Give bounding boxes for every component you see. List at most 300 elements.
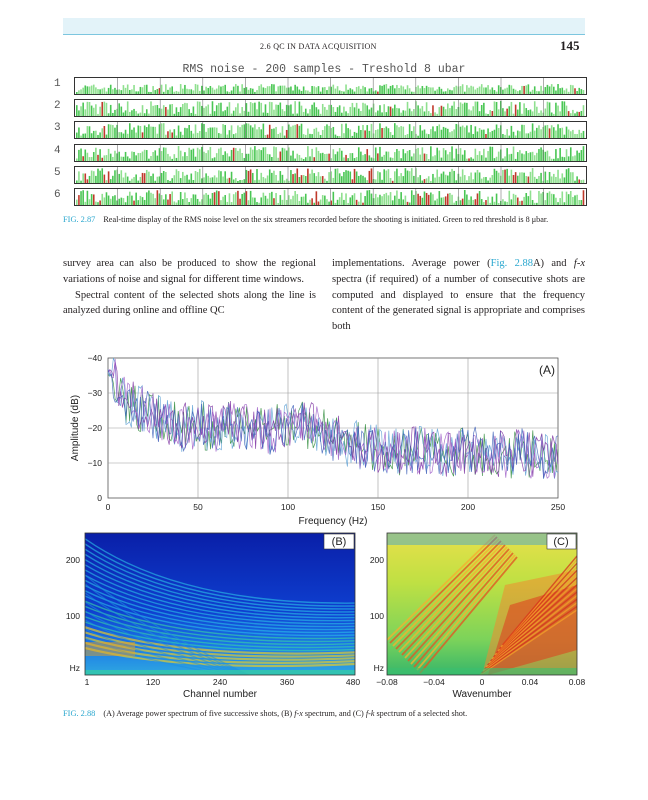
noise-bar (513, 175, 515, 183)
noise-bar (78, 128, 80, 139)
x-tick-label: 150 (370, 502, 386, 512)
noise-bar (205, 132, 207, 138)
noise-bar (114, 128, 116, 138)
noise-bar (241, 84, 243, 94)
noise-bar (316, 128, 318, 138)
noise-bar (506, 88, 508, 94)
noise-bar (343, 107, 345, 116)
noise-bar (515, 158, 517, 160)
noise-bar (534, 101, 536, 116)
noise-bar (263, 124, 265, 138)
noise-bar (210, 114, 212, 116)
noise-bar (322, 104, 324, 116)
noise-bar (371, 168, 373, 183)
noise-bar (413, 176, 415, 183)
noise-bar (578, 200, 580, 205)
figure-2-88-label: FIG. 2.88 (63, 709, 96, 718)
noise-bar (303, 86, 305, 94)
noise-bar (470, 172, 472, 182)
noise-bar (167, 90, 169, 94)
noise-bar (93, 85, 95, 94)
noise-bar (180, 84, 182, 94)
noise-bar (413, 195, 415, 205)
noise-bar (163, 92, 165, 94)
noise-bar (530, 152, 532, 161)
noise-bar (142, 173, 144, 183)
noise-bar (411, 156, 413, 161)
noise-bar (131, 130, 133, 138)
noise-bar (112, 113, 114, 116)
noise-bar (133, 152, 135, 161)
noise-bar (133, 177, 135, 183)
noise-bar (487, 114, 489, 116)
noise-bar (171, 158, 173, 160)
noise-bar (402, 110, 404, 116)
noise-bar (140, 87, 142, 94)
noise-bar (237, 191, 239, 205)
noise-bar (135, 174, 137, 183)
noise-bar (267, 86, 269, 94)
noise-bar (178, 146, 180, 161)
noise-bar (483, 148, 485, 160)
noise-bar (246, 87, 248, 94)
noise-bar (114, 110, 116, 116)
noise-bar (551, 126, 553, 139)
noise-bar (428, 159, 430, 161)
noise-bar (246, 170, 248, 183)
noise-bar (333, 178, 335, 183)
noise-bar (318, 201, 320, 205)
noise-bar (364, 196, 366, 205)
noise-bar (428, 87, 430, 94)
noise-bar (229, 92, 231, 94)
noise-bar (282, 86, 284, 94)
noise-bar (534, 177, 536, 183)
noise-bar (481, 130, 483, 138)
noise-bar (583, 131, 585, 138)
noise-bar (453, 130, 455, 139)
x-tick-label: 0.04 (521, 677, 539, 687)
noise-bar (326, 153, 328, 160)
noise-bar (320, 199, 322, 204)
noise-bar (394, 171, 396, 183)
noise-bar (521, 172, 523, 183)
noise-bar (258, 127, 260, 138)
noise-bar (383, 104, 385, 116)
noise-bar (176, 107, 178, 116)
noise-bar (320, 114, 322, 116)
noise-bar (296, 87, 298, 94)
noise-bar (184, 152, 186, 161)
noise-bar (453, 203, 455, 205)
noise-bar (419, 88, 421, 94)
noise-bar (95, 87, 97, 94)
noise-bar (485, 177, 487, 183)
noise-bar (129, 181, 131, 183)
noise-bar (237, 150, 239, 160)
noise-bar (273, 84, 275, 94)
noise-bar (436, 89, 438, 94)
noise-bar (169, 105, 171, 117)
noise-bar (216, 190, 218, 204)
noise-bar (506, 109, 508, 116)
fk-spectrum-chart (360, 530, 585, 700)
noise-bar (460, 176, 462, 182)
noise-bar (84, 110, 86, 117)
noise-bar (443, 171, 445, 182)
noise-bar (430, 113, 432, 116)
noise-bar (197, 172, 199, 183)
noise-bar (439, 87, 441, 94)
noise-bar (129, 124, 131, 139)
noise-bar (352, 103, 354, 116)
noise-bar (174, 154, 176, 161)
noise-bar (369, 155, 371, 161)
noise-bar (303, 159, 305, 161)
noise-bar (127, 134, 129, 138)
noise-bar (583, 179, 585, 182)
noise-bar (284, 180, 286, 183)
figure-2-88-link[interactable]: Fig. 2.88 (490, 258, 533, 269)
noise-bar (161, 173, 163, 183)
noise-bar (324, 154, 326, 161)
noise-bar (364, 177, 366, 183)
noise-bar (572, 197, 574, 205)
noise-bar (82, 173, 84, 183)
noise-bar (347, 128, 349, 138)
noise-bar (110, 125, 112, 138)
noise-bar (78, 171, 80, 183)
streamer-number: 3 (54, 122, 61, 135)
streamer-number: 2 (54, 100, 61, 113)
noise-bar (532, 124, 534, 139)
figure-2-87-label: FIG. 2.87 (63, 215, 96, 224)
noise-bar (398, 150, 400, 160)
noise-bar (483, 87, 485, 94)
noise-bar (292, 150, 294, 160)
noise-bar (424, 179, 426, 183)
noise-bar (84, 173, 86, 183)
noise-bar (472, 158, 474, 160)
noise-bar (335, 169, 337, 183)
noise-bar (171, 104, 173, 116)
noise-bar (371, 88, 373, 94)
noise-bar (553, 194, 555, 205)
noise-bar (551, 158, 553, 160)
noise-bar (424, 112, 426, 117)
noise-bar (178, 92, 180, 94)
noise-bar (460, 103, 462, 117)
noise-bar (354, 108, 356, 117)
noise-bar (511, 126, 513, 138)
noise-bar (328, 105, 330, 116)
noise-bar (508, 154, 510, 161)
noise-bar (383, 154, 385, 160)
noise-bar (157, 176, 159, 182)
noise-bar (513, 194, 515, 205)
noise-bar (237, 181, 239, 183)
noise-bar (426, 134, 428, 138)
noise-bar (356, 171, 358, 183)
noise-bar (466, 85, 468, 94)
noise-bar (108, 113, 110, 116)
noise-bar (146, 150, 148, 161)
noise-bar (229, 131, 231, 139)
streamer-number: 4 (54, 144, 61, 157)
noise-bar (432, 156, 434, 161)
noise-bar (407, 150, 409, 160)
noise-bar (97, 168, 99, 182)
noise-bar (358, 147, 360, 161)
noise-bar (517, 175, 519, 182)
noise-bar (466, 194, 468, 204)
noise-bar (492, 131, 494, 138)
noise-bar (258, 86, 260, 94)
noise-bar (78, 111, 80, 117)
noise-bar (150, 176, 152, 183)
text-run-italic: f-x (573, 258, 585, 269)
noise-bar (95, 131, 97, 138)
noise-bar (248, 153, 250, 160)
noise-bar (396, 108, 398, 116)
rms-streamer-row (54, 164, 587, 186)
noise-bar (265, 105, 267, 117)
noise-bar (161, 124, 163, 139)
noise-bar (369, 131, 371, 138)
noise-bar (305, 109, 307, 116)
noise-bar (182, 199, 184, 205)
noise-bar (273, 129, 275, 139)
noise-bar (273, 198, 275, 205)
noise-bar (581, 111, 583, 116)
noise-bar (97, 135, 99, 138)
noise-bar (528, 196, 530, 205)
noise-bar (523, 125, 525, 138)
noise-bar (277, 180, 279, 182)
noise-bar (195, 194, 197, 204)
noise-bar (195, 156, 197, 160)
noise-bar (296, 153, 298, 160)
noise-bar (212, 101, 214, 116)
noise-bar (436, 147, 438, 160)
noise-bar (502, 108, 504, 116)
noise-bar (400, 173, 402, 183)
noise-bar (205, 87, 207, 94)
noise-bar (492, 197, 494, 205)
noise-bar (371, 124, 373, 138)
noise-bar (193, 107, 195, 117)
noise-bar (108, 195, 110, 204)
noise-bar (379, 105, 381, 116)
noise-bar (436, 169, 438, 182)
noise-bar (322, 130, 324, 138)
noise-bar (154, 105, 156, 116)
noise-bar (246, 191, 248, 205)
noise-bar (174, 201, 176, 205)
noise-bar (377, 130, 379, 139)
noise-bar (455, 180, 457, 183)
noise-bar (352, 195, 354, 205)
noise-bar (443, 148, 445, 161)
noise-bar (146, 127, 148, 138)
noise-bar (379, 146, 381, 160)
noise-bar (301, 175, 303, 183)
noise-bar (339, 197, 341, 205)
noise-bar (337, 168, 339, 183)
noise-bar (220, 171, 222, 183)
noise-bar (489, 90, 491, 94)
noise-bar (320, 135, 322, 138)
noise-bar (540, 111, 542, 117)
noise-bar (190, 113, 192, 116)
noise-bar (307, 168, 309, 182)
noise-bar (343, 200, 345, 205)
noise-bar (566, 89, 568, 94)
noise-bar (449, 151, 451, 160)
noise-bar (536, 107, 538, 116)
noise-bar (118, 133, 120, 139)
noise-bar (549, 129, 551, 139)
noise-bar (269, 86, 271, 94)
noise-bar (407, 202, 409, 205)
noise-bar (301, 124, 303, 138)
noise-bar (494, 169, 496, 183)
noise-bar (320, 92, 322, 94)
noise-bar (530, 110, 532, 116)
noise-bar (489, 132, 491, 138)
noise-bar (523, 86, 525, 94)
noise-bar (572, 85, 574, 94)
noise-bar (99, 89, 101, 94)
noise-bar (201, 199, 203, 205)
noise-bar (366, 180, 368, 183)
noise-bar (525, 151, 527, 161)
noise-bar (489, 146, 491, 160)
noise-bar (220, 200, 222, 205)
noise-bar (199, 131, 201, 138)
y-tick-label: −30 (87, 388, 102, 398)
noise-bar (322, 195, 324, 205)
noise-bar (508, 85, 510, 94)
noise-bar (530, 92, 532, 94)
noise-bar (142, 87, 144, 94)
noise-bar (252, 149, 254, 160)
noise-bar (551, 84, 553, 94)
noise-bar (231, 150, 233, 161)
noise-bar (422, 147, 424, 161)
noise-bar (345, 193, 347, 205)
noise-bar (188, 179, 190, 182)
noise-bar (89, 157, 91, 161)
noise-bar (307, 91, 309, 94)
noise-bar (394, 152, 396, 161)
noise-bar (121, 198, 123, 205)
noise-bar (422, 198, 424, 205)
noise-bar (487, 197, 489, 205)
noise-bar (337, 107, 339, 116)
noise-bar (233, 134, 235, 138)
noise-bar (352, 89, 354, 94)
noise-bar (227, 107, 229, 116)
noise-bar (502, 199, 504, 205)
noise-bar (233, 87, 235, 94)
noise-bar (133, 109, 135, 116)
noise-bar (568, 130, 570, 139)
noise-bar (347, 90, 349, 94)
noise-bar (496, 156, 498, 160)
noise-bar (354, 158, 356, 161)
noise-bar (265, 178, 267, 183)
noise-bar (197, 102, 199, 117)
noise-bar (551, 194, 553, 205)
noise-bar (549, 103, 551, 117)
noise-bar (210, 147, 212, 161)
noise-bar (390, 178, 392, 183)
noise-bar (174, 114, 176, 116)
noise-bar (299, 177, 301, 183)
noise-bar (394, 105, 396, 116)
noise-bar (157, 105, 159, 116)
noise-bar (341, 91, 343, 94)
noise-bar (360, 130, 362, 138)
noise-bar (566, 149, 568, 161)
noise-bar (182, 156, 184, 161)
noise-bar (400, 158, 402, 161)
noise-bar (405, 89, 407, 94)
noise-bar (163, 199, 165, 205)
noise-bar (229, 156, 231, 161)
noise-bar (489, 203, 491, 205)
noise-bar (581, 200, 583, 205)
noise-bar (375, 179, 377, 183)
noise-bar (479, 151, 481, 161)
noise-bar (148, 171, 150, 182)
noise-bar (538, 191, 540, 205)
noise-bar (112, 196, 114, 205)
noise-bar (570, 85, 572, 94)
noise-bar (349, 153, 351, 161)
noise-bar (180, 107, 182, 116)
noise-bar (87, 152, 89, 160)
noise-bar (163, 147, 165, 161)
noise-bar (296, 194, 298, 205)
noise-bar (460, 86, 462, 94)
noise-bar (263, 177, 265, 183)
noise-bar (320, 153, 322, 161)
noise-bar (243, 179, 245, 183)
noise-bar (557, 84, 559, 94)
noise-bar (263, 87, 265, 94)
noise-bar (411, 131, 413, 138)
noise-bar (326, 181, 328, 183)
noise-bar (487, 180, 489, 182)
noise-bar (169, 181, 171, 183)
noise-bar (104, 126, 106, 138)
noise-bar (578, 130, 580, 138)
noise-bar (419, 196, 421, 205)
noise-bar (165, 194, 167, 205)
noise-bar (180, 150, 182, 160)
noise-bar (407, 134, 409, 138)
noise-bar (222, 124, 224, 138)
noise-bar (576, 91, 578, 94)
noise-bar (352, 179, 354, 183)
noise-bar (402, 176, 404, 183)
noise-bar (411, 190, 413, 205)
noise-bar (243, 125, 245, 139)
noise-bar (163, 105, 165, 116)
noise-bar (193, 90, 195, 94)
